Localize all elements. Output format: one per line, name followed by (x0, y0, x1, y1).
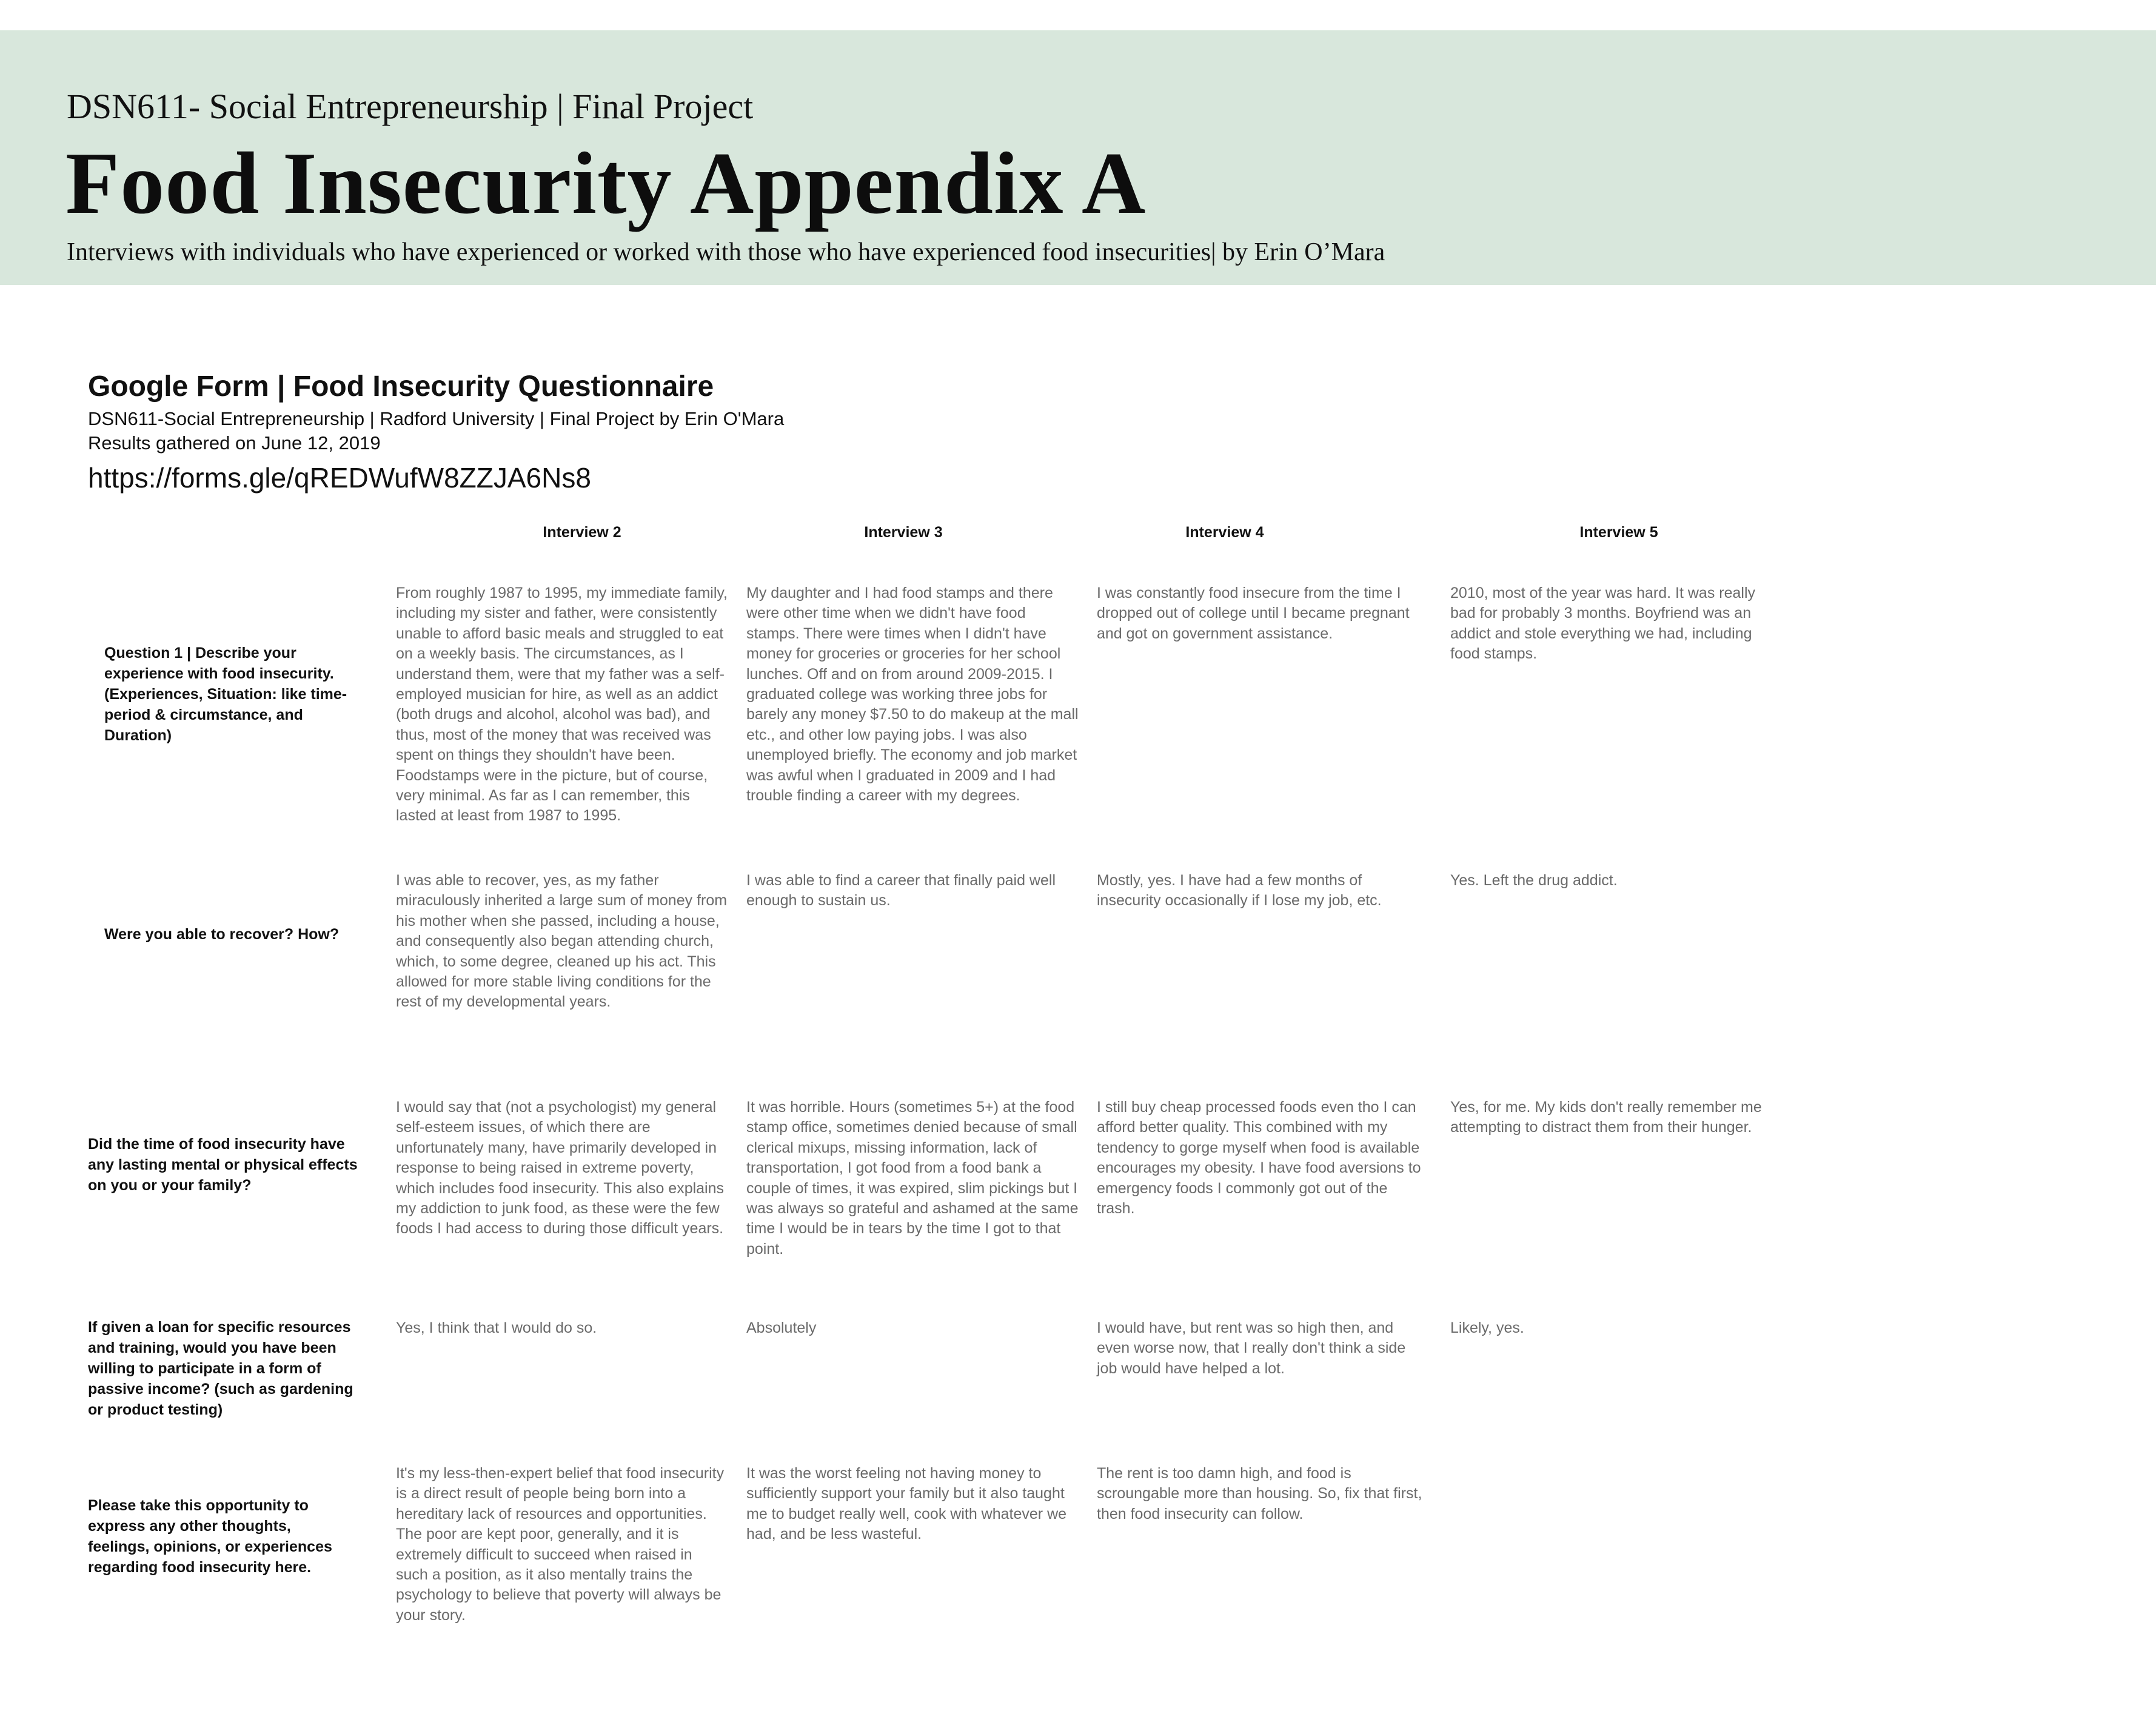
column-header-interview-3: Interview 3 (864, 524, 943, 541)
answer-q3-interview-4: I still buy cheap processed foods even tho I can afford better quality. This combined with my tendency to gorge myself when food is available encourages my obesity. I have food aversions to emergency foods I commonly got out of the trash. (1097, 1099, 1421, 1218)
question-2-label: Were you able to recover? How? (104, 926, 340, 943)
answer-q4-interview-4: I would have, but rent was so high then, and even worse now, that I really don't think a side job would have helped a lot. (1097, 1319, 1406, 1377)
form-info (88, 370, 784, 494)
answer-q2-interview-2: I was able to recover, yes, as my father miraculously inherited a large sum of money from his mother when she passed, including a house, and consequently also began attending church, which, to some degree, cleaned up his act. This allowed for more stable living conditions for the rest of my developmental years. (396, 872, 728, 1011)
answer-q1-interview-5: 2010, most of the year was hard. It was really bad for probably 3 months. Boyfriend was an addict and stole everything we had, including food stamps. (1450, 584, 1756, 663)
form-date-line: Results gathered on June 12, 2019 (88, 432, 381, 454)
page-title: Food Insecurity Appendix A (65, 134, 1147, 232)
column-header-interview-5: Interview 5 (1579, 524, 1658, 541)
answer-q1-interview-2: From roughly 1987 to 1995, my immediate family, including my sister and father, were consistently unable to afford basic meals and struggled to eat on a weekly basis. The circumstances, as I understand them, were that my father was a self-employed musician for hire, as well as an addict (both drugs and alcohol, alcohol was bad), and thus, most of the money that was received was spent on things they shouldn't have been. Foodstamps were in the picture, but of course, very minimal. As far as I can remember, this lasted at least from 1987 to 1995. (396, 584, 728, 825)
answer-q4-interview-5: Likely, yes. (1450, 1319, 1524, 1336)
answer-q4-interview-3: Absolutely (746, 1319, 817, 1336)
column-header-interview-2: Interview 2 (543, 524, 621, 541)
form-title: Google Form | Food Insecurity Questionnaire (88, 370, 714, 403)
question-1-label: Question 1 | Describe your experience with food insecurity. (Experiences, Situation: like time-period & circumstance, and Duration) (104, 645, 347, 744)
column-header-interview-4: Interview 4 (1185, 524, 1264, 541)
course-title: DSN611- Social Entrepreneurship | Final Project (67, 87, 754, 126)
question-4-label: If given a loan for specific resources and training, would you have been willing to participate in a form of passive income? (such as gardening or product testing) (88, 1319, 353, 1418)
form-course-line: DSN611-Social Entrepreneurship | Radford University | Final Project by Erin O'Mara (88, 408, 785, 429)
answer-q2-interview-5: Yes. Left the drug addict. (1450, 872, 1618, 889)
answer-q2-interview-4: Mostly, yes. I have had a few months of insecurity occasionally if I lose my job, etc. (1097, 872, 1382, 909)
form-url-link[interactable]: https://forms.gle/qREDWufW8ZZJA6Ns8 (88, 462, 591, 494)
answer-q1-interview-3: My daughter and I had food stamps and there were other time when we didn't have food stamps. There were times when I didn't have money for groceries or groceries for her school lunches. Off and on from around 2009-2015. I graduated college was working three jobs for barely any money $7.50 to do makeup at the mall etc., and other low paying jobs. I was also unemployed briefly. The economy and job market was awful when I graduated in 2009 and I had trouble finding a career with my degrees. (746, 584, 1079, 805)
answer-q3-interview-3: It was horrible. Hours (sometimes 5+) at the food stamp office, sometimes denied because of small clerical mixups, missing information, lack of transportation, I got food from a food bank a couple of times, it was expired, slim pickings but I was always so grateful and ashamed at the same time I would be in tears by the time I got to that point. (746, 1099, 1079, 1258)
answer-q5-interview-2: It's my less-then-expert belief that food insecurity is a direct result of people being born into a hereditary lack of resources and opportunities. The poor are kept poor, generally, and it is extremely difficult to succeed when raised in such a position, as it also mentally trains the psychology to believe that poverty will always be your story. (396, 1465, 725, 1624)
answer-q4-interview-2: Yes, I think that I would do so. (396, 1319, 597, 1336)
answer-q5-interview-4: The rent is too damn high, and food is scroungable more than housing. So, fix that first, then food insecurity can follow. (1097, 1465, 1422, 1522)
answer-q3-interview-2: I would say that (not a psychologist) my general self-esteem issues, of which there are unfortunately many, have primarily developed in response to being raised in extreme poverty, which includes food insecurity. This also explains my addiction to junk food, as these were the few foods I had access to during those difficult years. (396, 1099, 725, 1238)
answer-q5-interview-3: It was the worst feeling not having money to sufficiently support your family but it also taught me to budget really well, cook with whatever we had, and be less wasteful. (746, 1465, 1067, 1543)
answer-q2-interview-3: I was able to find a career that finally paid well enough to sustain us. (746, 872, 1056, 909)
page-subtitle: Interviews with individuals who have experienced or worked with those who have experienced food insecurities| by Erin O’Mara (67, 238, 1385, 266)
header-banner (0, 30, 2156, 285)
answer-q1-interview-4: I was constantly food insecure from the time I dropped out of college until I became pregnant and got on government assistance. (1097, 584, 1410, 642)
answer-q3-interview-5: Yes, for me. My kids don't really remember me attempting to distract them from their hunger. (1450, 1099, 1762, 1136)
question-5-label: Please take this opportunity to express any other thoughts, feelings, opinions, or experiences regarding food insecurity here. (88, 1497, 332, 1576)
question-3-label: Did the time of food insecurity have any lasting mental or physical effects on you or your family? (88, 1136, 358, 1194)
